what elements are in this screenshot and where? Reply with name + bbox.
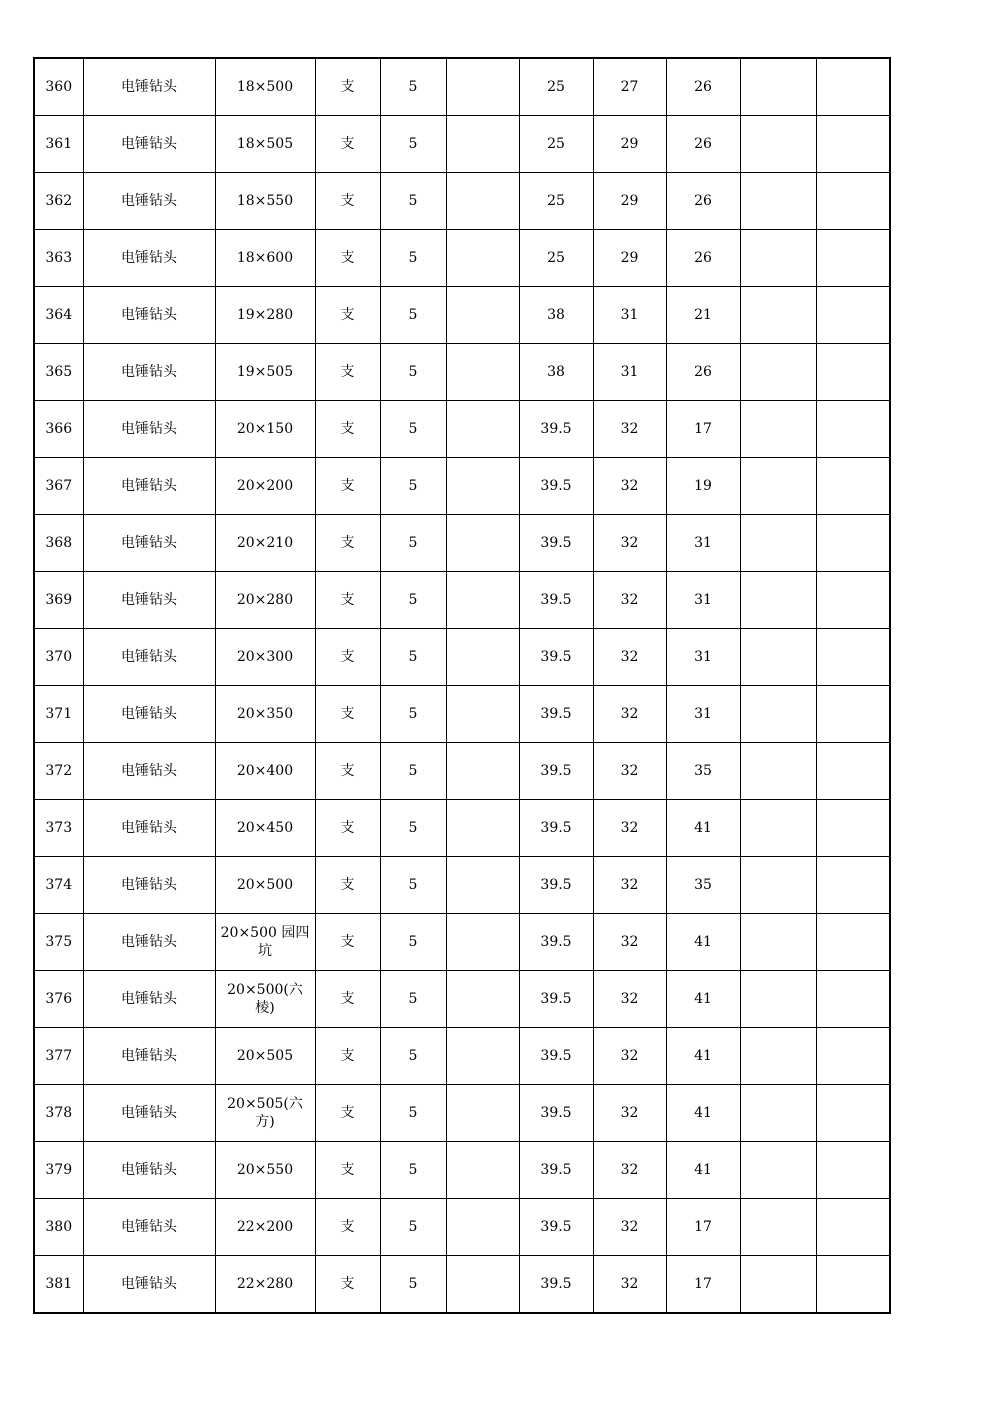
blank-cell [446, 1256, 519, 1314]
empty-cell-2 [816, 1256, 890, 1314]
price-2-cell: 32 [593, 1199, 666, 1256]
table-row [34, 743, 890, 800]
blank-cell [446, 401, 519, 458]
item-name-cell: 电锤钻头 [83, 971, 215, 1028]
price-1-cell: 39.5 [519, 743, 593, 800]
price-2-cell: 29 [593, 173, 666, 230]
price-3-cell: 41 [666, 914, 740, 971]
price-3-cell: 17 [666, 401, 740, 458]
empty-cell-2 [816, 1142, 890, 1199]
empty-cell-1 [740, 458, 816, 515]
price-2-cell: 32 [593, 1028, 666, 1085]
spec-cell: 19×505 [215, 344, 315, 401]
unit-cell: 支 [315, 629, 380, 686]
unit-cell: 支 [315, 344, 380, 401]
price-3-cell: 31 [666, 572, 740, 629]
unit-cell: 支 [315, 971, 380, 1028]
row-number-cell: 370 [34, 629, 83, 686]
empty-cell-1 [740, 344, 816, 401]
price-2-cell: 32 [593, 458, 666, 515]
quantity-cell: 5 [380, 1142, 446, 1199]
item-name-cell: 电锤钻头 [83, 401, 215, 458]
quantity-cell: 5 [380, 686, 446, 743]
item-name-cell: 电锤钻头 [83, 173, 215, 230]
row-number-cell: 374 [34, 857, 83, 914]
unit-cell: 支 [315, 743, 380, 800]
blank-cell [446, 686, 519, 743]
quantity-cell: 5 [380, 1028, 446, 1085]
blank-cell [446, 58, 519, 116]
table-row [34, 230, 890, 287]
price-1-cell: 39.5 [519, 914, 593, 971]
spec-cell: 20×200 [215, 458, 315, 515]
item-name-cell: 电锤钻头 [83, 743, 215, 800]
price-1-cell: 39.5 [519, 800, 593, 857]
row-number-cell: 362 [34, 173, 83, 230]
item-name-cell: 电锤钻头 [83, 1199, 215, 1256]
unit-cell: 支 [315, 401, 380, 458]
spec-cell: 20×280 [215, 572, 315, 629]
quantity-cell: 5 [380, 914, 446, 971]
price-2-cell: 32 [593, 515, 666, 572]
blank-cell [446, 1028, 519, 1085]
blank-cell [446, 458, 519, 515]
table-row [34, 971, 890, 1028]
table-row [34, 857, 890, 914]
row-number-cell: 371 [34, 686, 83, 743]
empty-cell-2 [816, 515, 890, 572]
empty-cell-1 [740, 572, 816, 629]
empty-cell-2 [816, 58, 890, 116]
unit-cell: 支 [315, 1142, 380, 1199]
price-3-cell: 26 [666, 173, 740, 230]
quantity-cell: 5 [380, 1085, 446, 1142]
price-1-cell: 25 [519, 173, 593, 230]
table-row [34, 173, 890, 230]
blank-cell [446, 800, 519, 857]
price-2-cell: 29 [593, 116, 666, 173]
empty-cell-1 [740, 914, 816, 971]
unit-cell: 支 [315, 287, 380, 344]
empty-cell-1 [740, 800, 816, 857]
price-1-cell: 25 [519, 58, 593, 116]
empty-cell-2 [816, 800, 890, 857]
spec-cell: 20×550 [215, 1142, 315, 1199]
price-2-cell: 32 [593, 971, 666, 1028]
empty-cell-2 [816, 116, 890, 173]
price-1-cell: 39.5 [519, 1085, 593, 1142]
row-number-cell: 375 [34, 914, 83, 971]
row-number-cell: 381 [34, 1256, 83, 1314]
quantity-cell: 5 [380, 287, 446, 344]
item-name-cell: 电锤钻头 [83, 116, 215, 173]
spec-cell: 20×150 [215, 401, 315, 458]
price-3-cell: 17 [666, 1199, 740, 1256]
price-3-cell: 41 [666, 1085, 740, 1142]
item-name-cell: 电锤钻头 [83, 230, 215, 287]
unit-cell: 支 [315, 914, 380, 971]
item-name-cell: 电锤钻头 [83, 1028, 215, 1085]
spec-cell: 20×505 [215, 1028, 315, 1085]
empty-cell-2 [816, 743, 890, 800]
table-row [34, 401, 890, 458]
blank-cell [446, 515, 519, 572]
spec-cell: 20×210 [215, 515, 315, 572]
item-name-cell: 电锤钻头 [83, 1142, 215, 1199]
empty-cell-2 [816, 401, 890, 458]
price-3-cell: 26 [666, 116, 740, 173]
quantity-cell: 5 [380, 230, 446, 287]
table-row [34, 1256, 890, 1314]
unit-cell: 支 [315, 458, 380, 515]
quantity-cell: 5 [380, 857, 446, 914]
table-row [34, 58, 890, 116]
empty-cell-1 [740, 1028, 816, 1085]
unit-cell: 支 [315, 1028, 380, 1085]
blank-cell [446, 116, 519, 173]
price-2-cell: 32 [593, 743, 666, 800]
empty-cell-1 [740, 686, 816, 743]
quantity-cell: 5 [380, 1199, 446, 1256]
empty-cell-1 [740, 971, 816, 1028]
price-2-cell: 32 [593, 1085, 666, 1142]
item-name-cell: 电锤钻头 [83, 857, 215, 914]
unit-cell: 支 [315, 686, 380, 743]
price-3-cell: 26 [666, 344, 740, 401]
price-2-cell: 32 [593, 800, 666, 857]
blank-cell [446, 230, 519, 287]
empty-cell-1 [740, 230, 816, 287]
row-number-cell: 379 [34, 1142, 83, 1199]
item-name-cell: 电锤钻头 [83, 914, 215, 971]
empty-cell-1 [740, 173, 816, 230]
price-3-cell: 41 [666, 971, 740, 1028]
quantity-cell: 5 [380, 458, 446, 515]
price-3-cell: 31 [666, 515, 740, 572]
item-name-cell: 电锤钻头 [83, 458, 215, 515]
empty-cell-2 [816, 629, 890, 686]
price-3-cell: 26 [666, 230, 740, 287]
unit-cell: 支 [315, 800, 380, 857]
price-1-cell: 39.5 [519, 458, 593, 515]
table-row [34, 287, 890, 344]
empty-cell-1 [740, 629, 816, 686]
unit-cell: 支 [315, 1199, 380, 1256]
row-number-cell: 368 [34, 515, 83, 572]
price-2-cell: 31 [593, 344, 666, 401]
item-name-cell: 电锤钻头 [83, 1085, 215, 1142]
quantity-cell: 5 [380, 58, 446, 116]
blank-cell [446, 743, 519, 800]
price-3-cell: 17 [666, 1256, 740, 1314]
empty-cell-2 [816, 1028, 890, 1085]
price-3-cell: 41 [666, 800, 740, 857]
price-2-cell: 32 [593, 914, 666, 971]
row-number-cell: 365 [34, 344, 83, 401]
price-1-cell: 39.5 [519, 1256, 593, 1314]
unit-cell: 支 [315, 116, 380, 173]
item-name-cell: 电锤钻头 [83, 800, 215, 857]
item-name-cell: 电锤钻头 [83, 1256, 215, 1314]
row-number-cell: 360 [34, 58, 83, 116]
item-name-cell: 电锤钻头 [83, 629, 215, 686]
spec-cell: 20×500 园四坑 [215, 914, 315, 971]
price-2-cell: 32 [593, 1142, 666, 1199]
price-3-cell: 35 [666, 743, 740, 800]
price-3-cell: 31 [666, 686, 740, 743]
table-row [34, 515, 890, 572]
empty-cell-2 [816, 857, 890, 914]
blank-cell [446, 173, 519, 230]
quantity-cell: 5 [380, 515, 446, 572]
spec-cell: 19×280 [215, 287, 315, 344]
blank-cell [446, 287, 519, 344]
table-row [34, 914, 890, 971]
row-number-cell: 369 [34, 572, 83, 629]
blank-cell [446, 914, 519, 971]
spec-cell: 20×300 [215, 629, 315, 686]
spec-cell: 22×200 [215, 1199, 315, 1256]
empty-cell-1 [740, 1256, 816, 1314]
row-number-cell: 372 [34, 743, 83, 800]
price-3-cell: 26 [666, 58, 740, 116]
price-2-cell: 32 [593, 572, 666, 629]
price-2-cell: 32 [593, 686, 666, 743]
quantity-cell: 5 [380, 971, 446, 1028]
empty-cell-2 [816, 914, 890, 971]
empty-cell-2 [816, 686, 890, 743]
blank-cell [446, 572, 519, 629]
empty-cell-2 [816, 344, 890, 401]
unit-cell: 支 [315, 173, 380, 230]
row-number-cell: 361 [34, 116, 83, 173]
spec-cell: 20×500 [215, 857, 315, 914]
empty-cell-1 [740, 401, 816, 458]
row-number-cell: 364 [34, 287, 83, 344]
price-2-cell: 32 [593, 857, 666, 914]
price-1-cell: 25 [519, 230, 593, 287]
empty-cell-2 [816, 287, 890, 344]
empty-cell-2 [816, 458, 890, 515]
spec-cell: 20×350 [215, 686, 315, 743]
empty-cell-1 [740, 857, 816, 914]
empty-cell-1 [740, 743, 816, 800]
spec-cell: 18×600 [215, 230, 315, 287]
price-1-cell: 25 [519, 116, 593, 173]
empty-cell-2 [816, 1199, 890, 1256]
price-1-cell: 39.5 [519, 401, 593, 458]
empty-cell-1 [740, 58, 816, 116]
table-row [34, 629, 890, 686]
table-row [34, 344, 890, 401]
spec-cell: 18×505 [215, 116, 315, 173]
price-1-cell: 39.5 [519, 1142, 593, 1199]
price-3-cell: 41 [666, 1142, 740, 1199]
price-3-cell: 19 [666, 458, 740, 515]
price-1-cell: 39.5 [519, 686, 593, 743]
unit-cell: 支 [315, 857, 380, 914]
price-2-cell: 32 [593, 1256, 666, 1314]
unit-cell: 支 [315, 230, 380, 287]
spec-cell: 20×450 [215, 800, 315, 857]
row-number-cell: 377 [34, 1028, 83, 1085]
blank-cell [446, 1199, 519, 1256]
quantity-cell: 5 [380, 116, 446, 173]
row-number-cell: 373 [34, 800, 83, 857]
item-name-cell: 电锤钻头 [83, 515, 215, 572]
empty-cell-1 [740, 1199, 816, 1256]
empty-cell-1 [740, 1142, 816, 1199]
blank-cell [446, 344, 519, 401]
price-1-cell: 39.5 [519, 971, 593, 1028]
row-number-cell: 380 [34, 1199, 83, 1256]
quantity-cell: 5 [380, 629, 446, 686]
unit-cell: 支 [315, 1256, 380, 1314]
blank-cell [446, 857, 519, 914]
table-row [34, 1085, 890, 1142]
empty-cell-1 [740, 287, 816, 344]
price-2-cell: 32 [593, 629, 666, 686]
price-2-cell: 32 [593, 401, 666, 458]
table-row [34, 1199, 890, 1256]
price-1-cell: 39.5 [519, 1199, 593, 1256]
price-2-cell: 31 [593, 287, 666, 344]
price-1-cell: 39.5 [519, 515, 593, 572]
unit-cell: 支 [315, 1085, 380, 1142]
table-row [34, 116, 890, 173]
price-1-cell: 39.5 [519, 857, 593, 914]
empty-cell-2 [816, 971, 890, 1028]
unit-cell: 支 [315, 515, 380, 572]
empty-cell-2 [816, 572, 890, 629]
table-row [34, 1028, 890, 1085]
item-name-cell: 电锤钻头 [83, 287, 215, 344]
price-1-cell: 38 [519, 344, 593, 401]
blank-cell [446, 629, 519, 686]
blank-cell [446, 1142, 519, 1199]
empty-cell-2 [816, 173, 890, 230]
row-number-cell: 378 [34, 1085, 83, 1142]
price-1-cell: 38 [519, 287, 593, 344]
price-1-cell: 39.5 [519, 572, 593, 629]
item-name-cell: 电锤钻头 [83, 344, 215, 401]
empty-cell-1 [740, 116, 816, 173]
spec-cell: 18×500 [215, 58, 315, 116]
blank-cell [446, 971, 519, 1028]
table-row [34, 1142, 890, 1199]
price-3-cell: 31 [666, 629, 740, 686]
price-1-cell: 39.5 [519, 1028, 593, 1085]
spec-cell: 20×500(六棱) [215, 971, 315, 1028]
spec-cell: 22×280 [215, 1256, 315, 1314]
item-name-cell: 电锤钻头 [83, 572, 215, 629]
quantity-cell: 5 [380, 401, 446, 458]
empty-cell-1 [740, 1085, 816, 1142]
table-body [34, 58, 890, 1313]
unit-cell: 支 [315, 572, 380, 629]
price-1-cell: 39.5 [519, 629, 593, 686]
quantity-cell: 5 [380, 572, 446, 629]
item-name-cell: 电锤钻头 [83, 686, 215, 743]
quantity-cell: 5 [380, 173, 446, 230]
blank-cell [446, 1085, 519, 1142]
row-number-cell: 367 [34, 458, 83, 515]
row-number-cell: 363 [34, 230, 83, 287]
quantity-cell: 5 [380, 743, 446, 800]
price-3-cell: 35 [666, 857, 740, 914]
price-table [33, 57, 891, 1314]
price-2-cell: 29 [593, 230, 666, 287]
table-row [34, 572, 890, 629]
item-name-cell: 电锤钻头 [83, 58, 215, 116]
quantity-cell: 5 [380, 1256, 446, 1314]
table-row [34, 686, 890, 743]
empty-cell-2 [816, 1085, 890, 1142]
spec-cell: 20×400 [215, 743, 315, 800]
price-3-cell: 21 [666, 287, 740, 344]
row-number-cell: 376 [34, 971, 83, 1028]
quantity-cell: 5 [380, 800, 446, 857]
price-3-cell: 41 [666, 1028, 740, 1085]
row-number-cell: 366 [34, 401, 83, 458]
table-row [34, 458, 890, 515]
spec-cell: 20×505(六方) [215, 1085, 315, 1142]
table-row [34, 800, 890, 857]
price-2-cell: 27 [593, 58, 666, 116]
quantity-cell: 5 [380, 344, 446, 401]
empty-cell-2 [816, 230, 890, 287]
spec-cell: 18×550 [215, 173, 315, 230]
unit-cell: 支 [315, 58, 380, 116]
empty-cell-1 [740, 515, 816, 572]
